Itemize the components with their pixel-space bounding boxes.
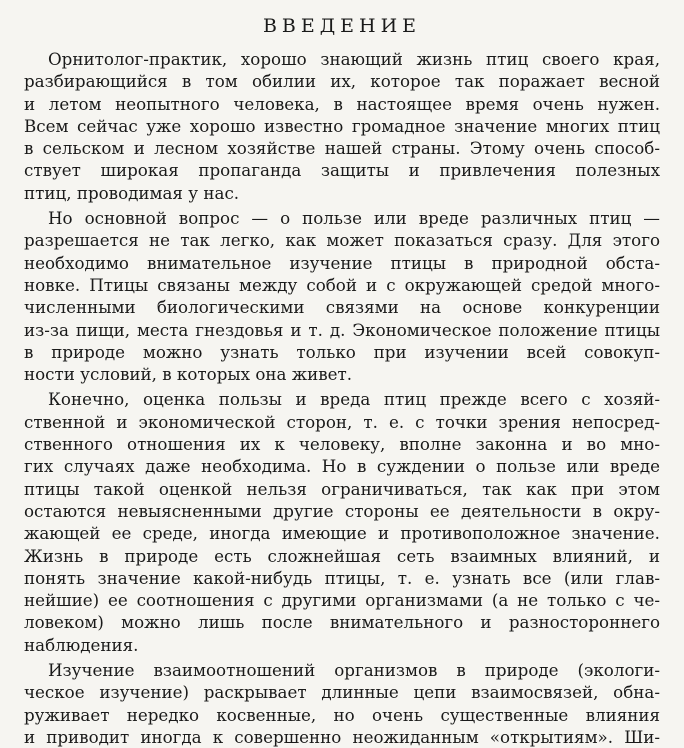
text-line: в природе можно узнать только при изучении всей совокуп- <box>24 341 660 362</box>
text-line: гих случаях даже необходима. Но в суждении о пользе или вреде <box>24 456 660 477</box>
text-line: Жизнь в природе есть сложнейшая сеть взаимных влияний, и <box>24 545 660 566</box>
text-line: численными биологическими связями на основе конкуренции <box>24 297 660 318</box>
text-line: ственного отношения их к человеку, вполне законна и во мно- <box>24 434 660 455</box>
text-line: Изучение взаимоотношений организмов в природе (экологи- <box>48 660 660 681</box>
text-line: в сельском и лесном хозяйстве нашей страны. Этому очень способ- <box>24 138 660 159</box>
text-line: понять значение какой-нибудь птицы, т. е. узнать все (или глав- <box>24 567 660 588</box>
page-title: ВВЕДЕНИЕ <box>262 15 422 37</box>
text-line: ности условий, в которых она живет. <box>24 364 353 385</box>
text-line: Но основной вопрос — о пользе или вреде различных птиц — <box>48 208 660 229</box>
body-text <box>24 48 660 748</box>
text-line: Конечно, оценка пользы и вреда птиц прежде всего с хозяй- <box>48 389 660 410</box>
text-line: Орнитолог-практик, хорошо знающий жизнь птиц своего края, <box>48 49 660 69</box>
text-line: и летом неопытного человека, в настоящее время очень нужен. <box>24 93 660 114</box>
paragraph-1 <box>24 48 660 204</box>
text-line: остаются невыясненными другие стороны ее деятельности в окру- <box>24 500 660 521</box>
text-line: ствует широкая пропаганда защиты и привлечения полезных <box>24 160 660 181</box>
text-line: наблюдения. <box>24 634 139 655</box>
text-line: из-за пищи, места гнездовья и т. д. Экономическое положение птицы <box>24 319 660 340</box>
text-line: птиц, проводимая у нас. <box>24 182 240 203</box>
paragraph-3 <box>24 388 660 656</box>
text-line: птицы такой оценкой нельзя ограничиваться, так как при этом <box>24 478 660 499</box>
text-line: и приводит иногда к совершенно неожиданным «открытиям». Ши- <box>24 726 660 747</box>
text-line: новке. Птицы связаны между собой и с окружающей средой много- <box>24 274 660 295</box>
text-line: ственной и экономической сторон, т. е. с точки зрения непосред- <box>24 411 660 432</box>
text-line: ловеком) можно лишь после внимательного и разностороннего <box>24 612 660 633</box>
text-line: разбирающийся в том обилии их, которое так поражает весной <box>24 71 660 92</box>
text-line: необходимо внимательное изучение птицы в природной обста- <box>24 252 660 273</box>
text-line: ческое изучение) раскрывает длинные цепи взаимосвязей, обна- <box>24 682 660 703</box>
text-line: руживает нередко косвенные, но очень существенные влияния <box>24 704 660 725</box>
text-line: жающей ее среде, иногда имеющие и противоположное значение. <box>24 523 660 544</box>
paragraph-4 <box>24 659 660 748</box>
paragraph-2 <box>24 207 660 385</box>
text-line: Всем сейчас уже хорошо известно громадное значение многих птиц <box>24 115 660 136</box>
text-line: нейшие) ее соотношения с другими организмами (а не только с че- <box>24 590 660 611</box>
text-line: разрешается не так легко, как может показаться сразу. Для этого <box>24 230 660 251</box>
